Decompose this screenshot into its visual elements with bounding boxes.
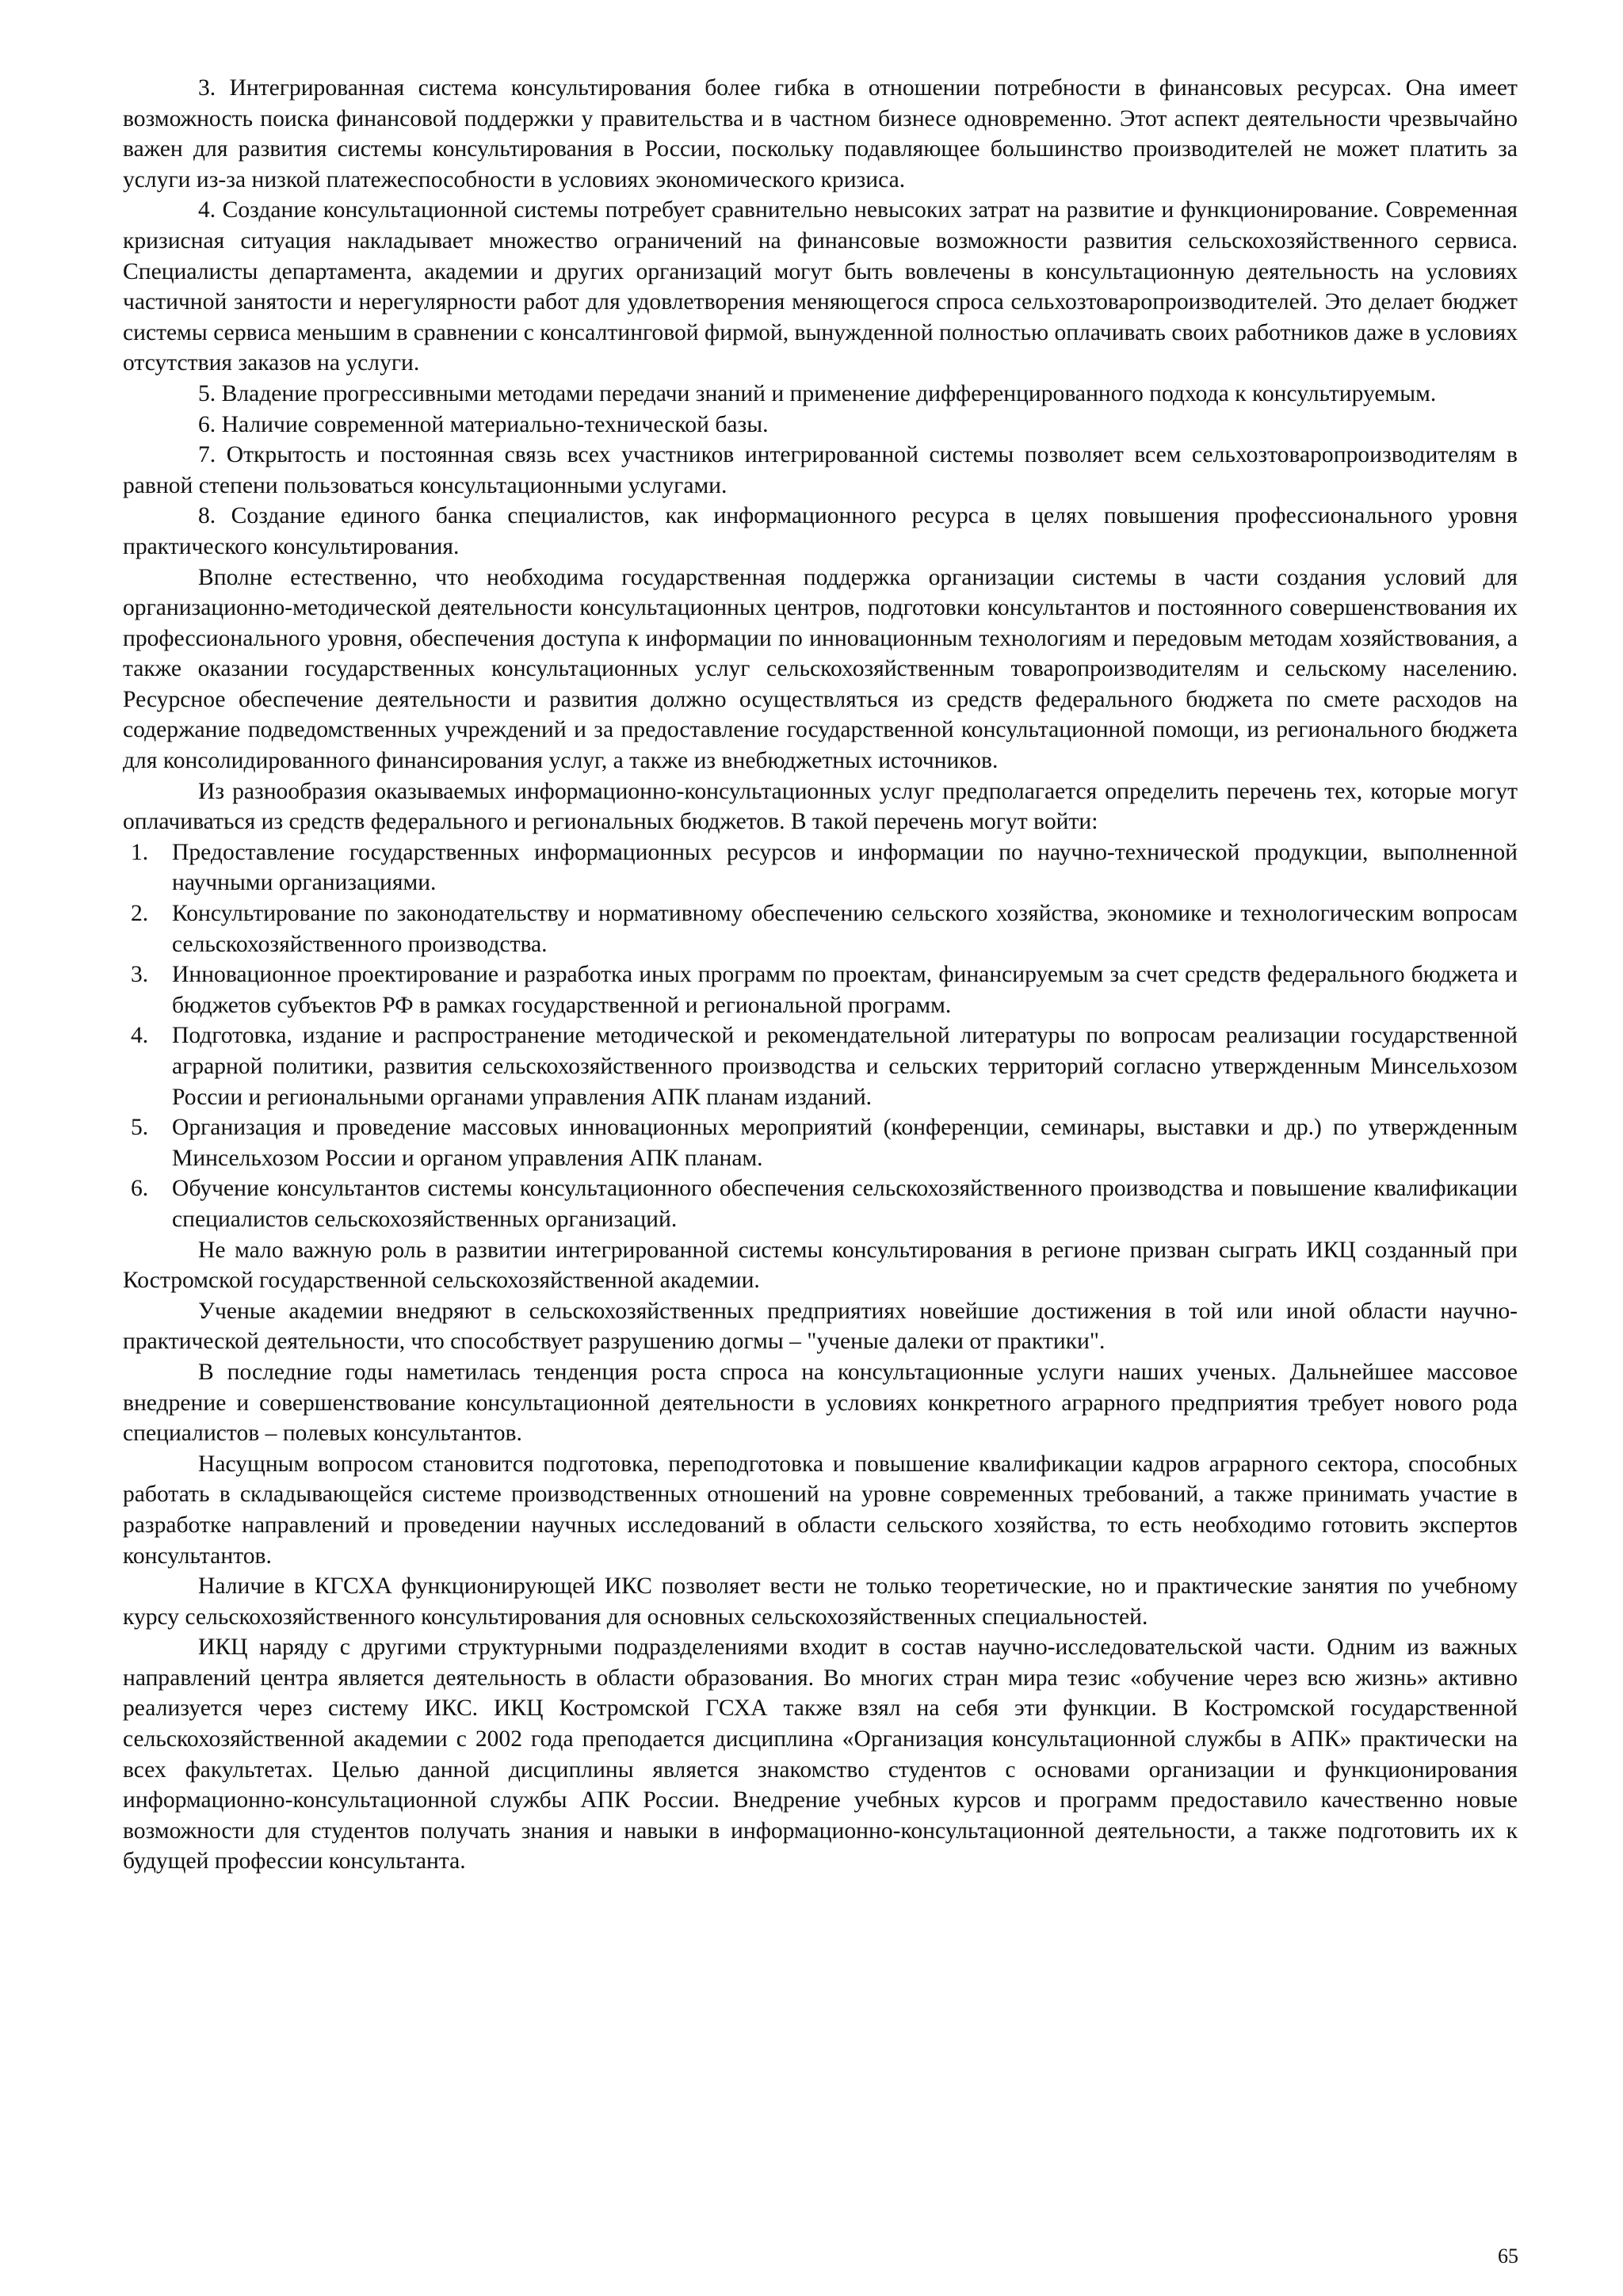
paragraph-education: ИКЦ наряду с другими структурными подразделениями входит в состав научно-исследовательской части. Одним из важных направлений центра является деятельность в области образования. Во многих стран мира тезис «обучение через всю жизнь» активно реализуется через систему ИКС. ИКЦ Костромской ГСХА также взял на себя эти функции. В Костромской государственной сельскохозяйственной академии с 2002 года преподается дисциплина «Организация консультационной службы в АПК» практически на всех факультетах. Целью данной дисциплины является знакомство студентов с основами организации и функционирования информационно-консультационной службы АПК России. Внедрение учебных курсов и программ предоставило качественно новые возможности для студентов получать знания и навыки в информационно-консультационной деятельности, а также подготовить их к будущей профессии консультанта. — [123, 1634, 1518, 1875]
list-item — [123, 1020, 1518, 1112]
numbered-list — [123, 837, 1518, 1235]
paragraph-item-3: 3. Интегрированная система консультирования более гибка в отношении потребности в финансовых ресурсах. Она имеет возможность поиска финансовой поддержки у правительства и в частном бизнесе одновременно. Этот аспект деятельности чрезвычайно важен для развития системы консультирования в России, поскольку подавляющее большинство производителей не может платить за услуги из-за низкой платежеспособности в условиях экономического кризиса. — [123, 75, 1518, 193]
paragraph-demand-trend: В последние годы наметилась тенденция роста спроса на консультационные услуги наших ученых. Дальнейшее массовое внедрение и совершенствование консультационной деятельности в условиях конкретного аграрного предприятия требует нового рода специалистов – полевых консультантов. — [123, 1359, 1518, 1447]
paragraph-item-6: 6. Наличие современной материально-технической базы. — [198, 411, 769, 437]
list-item-number: 6. — [131, 1176, 149, 1202]
paragraph-scientists: Ученые академии внедряют в сельскохозяйственных предприятиях новейшие достижения в той или иной области научно-практической деятельности, что способствует разрушению догмы – "ученые далеки от практики". — [123, 1298, 1518, 1355]
list-item-text: Предоставление государственных информационных ресурсов и информации по научно-технической продукции, выполненной научными организациями. — [172, 839, 1518, 896]
list-item — [123, 1112, 1518, 1173]
paragraph-item-5: 5. Владение прогрессивными методами передачи знаний и применение дифференцированного подхода к консультируемым. — [198, 380, 1437, 406]
list-item — [123, 898, 1518, 959]
list-item — [123, 959, 1518, 1020]
list-item-number: 1. — [131, 839, 149, 865]
list-item-text: Инновационное проектирование и разработка иных программ по проектам, финансируемым за счет средств федерального бюджета и бюджетов субъектов РФ в рамках государственной и региональной программ. — [172, 962, 1518, 1018]
list-item-number: 2. — [131, 901, 149, 927]
paragraph-ikc-role: Не мало важную роль в развитии интегрированной системы консультирования в регионе призван сыграть ИКЦ созданный при Костромской государственной сельскохозяйственной академии. — [123, 1237, 1518, 1294]
paragraph-training: Насущным вопросом становится подготовка, переподготовка и повышение квалификации кадров аграрного сектора, способных работать в складывающейся системе производственных отношений на уровне современных требований, а также принимать участие в разработке направлений и проведении научных исследований в области сельского хозяйства, то есть необходимо готовить экспертов консультантов. — [123, 1451, 1518, 1569]
list-item-number: 3. — [131, 962, 149, 988]
list-item-text: Обучение консультантов системы консультационного обеспечения сельскохозяйственного производства и повышение квалификации специалистов сельскохозяйственных организаций. — [172, 1176, 1518, 1232]
document-page — [123, 73, 1518, 1877]
list-item-text: Консультирование по законодательству и нормативному обеспечению сельского хозяйства, экономике и технологическим вопросам сельскохозяйственного производства. — [172, 901, 1518, 957]
list-item-text: Подготовка, издание и распространение методической и рекомендательной литературы по вопросам реализации государственной аграрной политики, развития сельскохозяйственного производства и сельских территорий согласно утвержденным Минсельхозом России и региональными органами управления АПК планам изданий. — [172, 1023, 1518, 1110]
paragraph-item-7: 7. Открытость и постоянная связь всех участников интегрированной системы позволяет всем сельхозтоваропроизводителям в равной степени пользоваться консультационными услугами. — [123, 442, 1518, 498]
list-item-number: 4. — [131, 1023, 149, 1049]
paragraph-kgsha: Наличие в КГСХА функционирующей ИКС позволяет вести не только теоретические, но и практические занятия по учебному курсу сельскохозяйственного консультирования для основных сельскохозяйственных специальностей. — [123, 1573, 1518, 1630]
paragraph-item-4: 4. Создание консультационной системы потребует сравнительно невысоких затрат на развитие и функционирование. Современная кризисная ситуация накладывает множество ограничений на финансовые возможности развития сельскохозяйственного сервиса. Специалисты департамента, академии и других организаций могут быть вовлечены в консультационную деятельность на условиях частичной занятости и нерегулярности работ для удовлетворения меняющегося спроса сельхозтоваропроизводителей. Это делает бюджет системы сервиса меньшим в сравнении с консалтинговой фирмой, вынужденной полностью оплачивать своих работников даже в условиях отсутствия заказов на услуги. — [123, 197, 1518, 376]
list-item — [123, 1173, 1518, 1234]
page-number: 65 — [1498, 2245, 1518, 2267]
list-item-text: Организация и проведение массовых инновационных мероприятий (конференции, семинары, выставки и др.) по утвержденным Минсельхозом России и органом управления АПК планам. — [172, 1115, 1518, 1171]
list-item — [123, 837, 1518, 898]
list-item-number: 5. — [131, 1115, 149, 1141]
paragraph-list-intro: Из разнообразия оказываемых информационно-консультационных услуг предполагается определить перечень тех, которые могут оплачиваться из средств федерального и региональных бюджетов. В такой перечень могут войти: — [123, 778, 1518, 835]
paragraph-state-support: Вполне естественно, что необходима государственная поддержка организации системы в части создания условий для организационно-методической деятельности консультационных центров, подготовки консультантов и постоянного совершенствования их профессионального уровня, обеспечения доступа к информации по инновационным технологиям и передовым методам хозяйствования, а также оказании государственных консультационных услуг сельскохозяйственным товаропроизводителям и сельскому населению. Ресурсное обеспечение деятельности и развития должно осуществляться из средств федерального бюджета по смете расходов на содержание подведомственных учреждений и за предоставление государственной консультационной помощи, из регионального бюджета для консолидированного финансирования услуг, а также из внебюджетных источников. — [123, 564, 1518, 774]
paragraph-item-8: 8. Создание единого банка специалистов, как информационного ресурса в целях повышения профессионального уровня практического консультирования. — [123, 503, 1518, 559]
